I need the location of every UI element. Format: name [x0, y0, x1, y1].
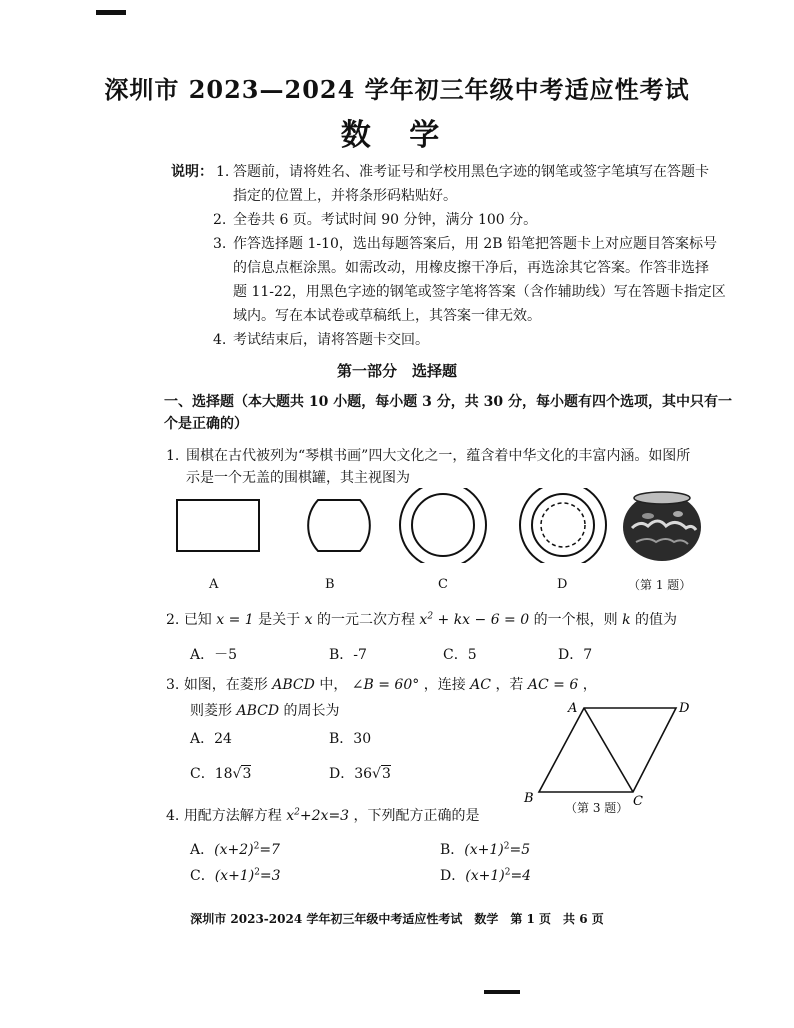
q2-condition: x = 1 — [216, 612, 254, 628]
q1-text-line-1: 围棋在古代被列为“琴棋书画”四大文化之一，蕴含着中华文化的丰富内涵。如图所 — [186, 448, 691, 464]
q1-figures — [160, 488, 720, 563]
instruction-2-num: 2. — [213, 212, 227, 228]
subject-title: 数 学 — [340, 118, 454, 153]
q3-option-d: D．36√3 — [329, 766, 391, 782]
diagonal-ac — [584, 708, 633, 792]
q3-angle: ∠B = 60° — [351, 677, 420, 693]
instruction-3-num: 3. — [213, 236, 227, 252]
vertex-b-label: B — [524, 791, 534, 806]
instruction-3-line-3: 题 11-22，用黑色字迹的钢笔或签字笔将答案（含作辅助线）写在答题卡指定区 — [233, 284, 726, 300]
q3-option-a: A．24 — [190, 731, 232, 747]
part-1-title: 第一部分 选择题 — [336, 362, 457, 380]
q1-option-a-label: A — [209, 577, 219, 592]
q4-option-d: D．$(x+1)^2=4$ — [440, 867, 532, 884]
instruction-3-line-2: 的信息点框涂黑。如需改动，用橡皮擦干净后，再选涂其它答案。作答非选择 — [233, 260, 709, 276]
scan-mark-top — [96, 10, 126, 15]
q4-line: 4. 用配方法解方程 $x^2+2x=3$ ，下列配方正确的是 — [166, 807, 480, 824]
q1-option-d-label: D — [557, 577, 568, 592]
instruction-3-line-1: 作答选择题 1-10，选出每题答案后，用 2B 铅笔把答题卡上对应题目答案标号 — [233, 236, 717, 252]
q2-line: 2. 已知 x = 1 是关于 x 的一元二次方程 $x^2$ + kx − 6 = 0 的一个根，则 k 的值为 — [166, 611, 677, 628]
instruction-1-line-2: 指定的位置上，并将条形码粘贴好。 — [233, 188, 457, 204]
q3-option-b: B．30 — [329, 731, 372, 747]
vertex-a-label: A — [568, 701, 578, 716]
q3-line-2: 则菱形 ABCD 的周长为 — [190, 703, 340, 719]
q1-text-line-2: 示是一个无盖的围棋罐，其主视图为 — [186, 470, 410, 486]
page-footer: 深圳市 2023-2024 学年初三年级中考适应性考试 数学 第 1 页 共 6 页 — [190, 912, 604, 926]
q1-option-b-rounded-shape — [308, 500, 370, 551]
q3-option-c: C．18√3 — [190, 766, 252, 782]
q1-option-c-label: C — [438, 577, 448, 592]
q4-equation: $x^2+2x=3$ — [286, 807, 350, 824]
q2-option-d: D．7 — [558, 647, 593, 663]
rhombus-abcd — [539, 708, 676, 792]
q2-option-b: B．-7 — [329, 647, 367, 663]
q2-option-a: A．－5 — [190, 647, 238, 663]
q4-option-c: C．$(x+1)^2=3$ — [190, 867, 281, 884]
go-jar-photo — [623, 492, 701, 561]
q1-option-a-rectangle — [177, 500, 259, 551]
q3-given: AC = 6 — [527, 677, 579, 693]
q3-line-1: 3. 如图，在菱形 ABCD 中， ∠B = 60° ，连接 AC ，若 AC = 6 ， — [166, 677, 597, 693]
section-1-line-1: 一、选择题（本大题共 10 小题，每小题 3 分，共 30 分，每小题有四个选项，其中只有一 — [164, 394, 732, 410]
q4-option-a: A．$(x+2)^2=7$ — [190, 841, 280, 858]
q1-number: 1. — [166, 448, 180, 464]
instruction-4-num: 4. — [213, 332, 227, 348]
q1-option-c-inner-circle — [412, 494, 474, 556]
q1-option-b-label: B — [325, 577, 335, 592]
instruction-2-line-1: 全卷共 6 页。考试时间 90 分钟，满分 100 分。 — [233, 212, 538, 228]
instructions-label: 说明： — [171, 164, 213, 180]
exam-title: 深圳市 2023—2024 学年初三年级中考适应性考试 — [104, 75, 690, 104]
q2-number: 2. — [166, 612, 180, 628]
q3-number: 3. — [166, 677, 180, 693]
vertex-c-label: C — [633, 794, 643, 809]
q3-caption: （第 3 题） — [565, 801, 629, 815]
q1-caption: （第 1 题） — [628, 578, 692, 592]
q4-number: 4. — [166, 808, 180, 824]
q2-option-c: C．5 — [443, 647, 477, 663]
instruction-4-line-1: 考试结束后，请将答题卡交回。 — [233, 332, 429, 348]
section-1-line-2: 个是正确的） — [164, 416, 248, 432]
scan-mark-bottom — [484, 990, 520, 994]
instruction-3-line-4: 域内。写在本试卷或草稿纸上，其答案一律无效。 — [233, 308, 541, 324]
q1-option-d-dashed-circle — [541, 503, 585, 547]
instruction-1-num: 1. — [216, 164, 230, 180]
instruction-1-line-1: 答题前，请将姓名、准考证号和学校用黑色字迹的钢笔或签字笔填写在答题卡 — [233, 164, 709, 180]
q4-option-b: B．$(x+1)^2=5$ — [440, 841, 531, 858]
q3-rhombus-figure — [520, 696, 710, 814]
vertex-d-label: D — [679, 701, 690, 716]
q2-equation: $x^2$ + kx − 6 = 0 — [419, 611, 530, 628]
